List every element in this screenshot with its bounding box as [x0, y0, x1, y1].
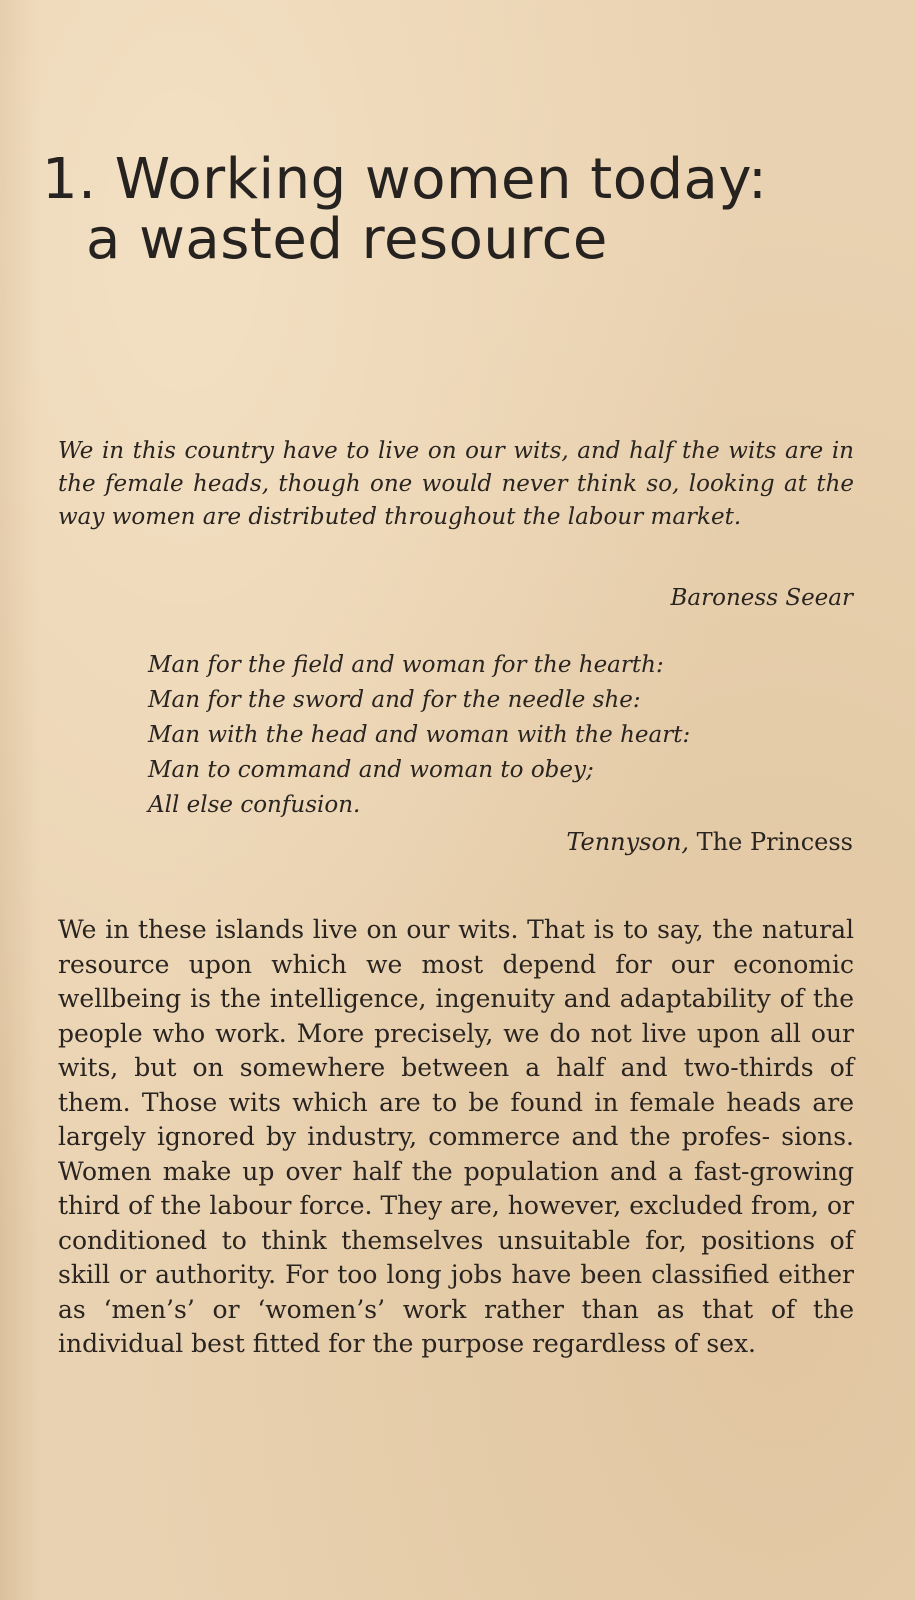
- chapter-title-line-2: a wasted resource: [86, 207, 608, 272]
- epigraph-attribution-seear: Baroness Seear: [670, 585, 853, 611]
- chapter-title-line-1: 1. Working women today:: [42, 147, 768, 212]
- poem-line: Man with the head and woman with the heart:: [148, 722, 691, 748]
- poem-line: Man for the field and woman for the hearth:: [148, 652, 664, 678]
- poem-line: Man for the sword and for the needle she:: [148, 687, 641, 713]
- poem-line: Man to command and woman to obey;: [148, 757, 594, 783]
- chapter-title: [42, 147, 768, 272]
- epigraph-attribution-tennyson: [566, 828, 853, 856]
- poem-line: All else confusion.: [148, 792, 361, 818]
- body-paragraph: We in these islands live on our wits. That is to say, the natural resource upon which we most depend for our economic wellbeing is the intelligence, ingenuity and adaptability of the people who work. More precisely, we do not live upon all our wits, but on somewhere between a half and two-thirds of them. Those wits which are to be found in female heads are largely ignored by industry, commerce and the profes- sions. Women make up over half the population and a fast-growing third of the labour force. They are, however, excluded from, or conditioned to think themselves unsuitable for, positions of skill or authority. For too long jobs have been classified either as ‘men’s’ or ‘women’s’ work rather than as that of the individual best fitted for the purpose regardless of sex.: [58, 915, 854, 1358]
- attribution-author: Tennyson,: [566, 828, 690, 856]
- epigraph-quote-seear: We in this country have to live on our wits, and half the wits are in the female heads, though one would never think so, looking at the way women are distributed throughout the labour market.: [58, 438, 854, 530]
- epigraph-poem-tennyson: [148, 648, 690, 823]
- attribution-work: The Princess: [696, 828, 853, 856]
